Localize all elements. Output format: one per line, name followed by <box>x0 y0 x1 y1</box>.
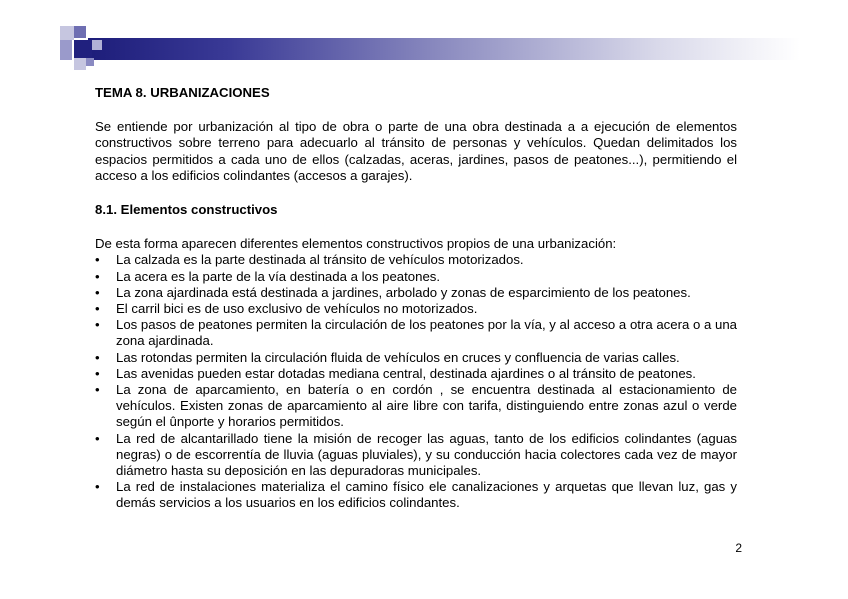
document-body <box>95 85 737 512</box>
list-item-text: La zona ajardinada está destinada a jardines, arbolado y zonas de esparcimiento de los peatones. <box>116 284 691 300</box>
list-item <box>95 382 737 431</box>
list-item <box>95 479 737 511</box>
bullet-marker: • <box>95 382 100 398</box>
section-heading: 8.1. Elementos constructivos <box>95 202 278 218</box>
logo-square <box>86 58 94 66</box>
page-title: TEMA 8. URBANIZACIONES <box>95 85 270 100</box>
bullet-list <box>95 252 737 511</box>
list-item-text: La zona de aparcamiento, en batería o en cordón , se encuentra destinada al estacionamiento de vehículos. Existen zonas de aparcamiento al aire libre con tarifa, distinguiendo entre zonas azul o verde según el ûnporte y horarios permitidos. <box>116 382 737 430</box>
bullet-marker: • <box>95 365 100 381</box>
list-item <box>95 269 737 285</box>
list-item <box>95 366 737 382</box>
page-number: 2 <box>735 541 742 555</box>
list-item <box>95 317 737 349</box>
list-item <box>95 285 737 301</box>
list-item-text: Las rotondas permiten la circulación fluida de vehículos en cruces y confluencia de varias calles. <box>116 349 680 365</box>
bullet-marker: • <box>95 479 100 495</box>
bullet-marker: • <box>95 284 100 300</box>
list-item-text: La red de instalaciones materializa el camino físico ele canalizaciones y arquetas que llevan luz, gas y demás servicios a los usuarios en los edificios colindantes. <box>116 479 737 511</box>
list-item <box>95 301 737 317</box>
bullet-marker: • <box>95 430 100 446</box>
list-item <box>95 252 737 268</box>
decorative-squares-logo <box>60 26 120 72</box>
list-item-text: La red de alcantarillado tiene la misión de recoger las aguas, tanto de los edificios colindantes (aguas negras) o de escorrentía de lluvia (aguas pluviales), y su conducción hacia colectores cada vez de mayor diámetro hasta su deposición en las depuradoras municipales. <box>116 430 737 479</box>
bullet-marker: • <box>95 252 100 268</box>
list-item-text: La calzada es la parte destinada al tránsito de vehículos motorizados. <box>116 252 524 268</box>
logo-square <box>74 40 92 58</box>
list-item-text: Las avenidas pueden estar dotadas mediana central, destinada ajardines o al tránsito de peatones. <box>116 365 696 381</box>
lead-sentence: De esta forma aparecen diferentes elementos constructivos propios de una urbanización: <box>95 236 617 252</box>
list-item-text: Los pasos de peatones permiten la circulación de los peatones por la vía, y al acceso a otra acera o a una zona ajardinada. <box>116 317 737 349</box>
bullet-marker: • <box>95 268 100 284</box>
logo-square <box>60 40 72 60</box>
logo-square <box>74 58 86 70</box>
bullet-marker: • <box>95 301 100 317</box>
intro-paragraph: Se entiende por urbanización al tipo de obra o parte de una obra destinada a a ejecución de elementos constructivos sobre terreno para adecuarlo al tránsito de personas y vehículos. Quedan delimitados los espacios permitidos a cada uno de ellos (calzadas, aceras, jardines, pasos de peatones...), permitiendo el acceso a los edificios colindantes (accesos a garajes). <box>95 119 737 183</box>
list-item-text: La acera es la parte de la vía destinada a los peatones. <box>116 268 441 284</box>
bullet-marker: • <box>95 317 100 333</box>
logo-square <box>74 26 86 38</box>
list-item <box>95 431 737 480</box>
logo-square <box>92 40 102 50</box>
list-item <box>95 350 737 366</box>
list-item-text: El carril bici es de uso exclusivo de vehículos no motorizados. <box>116 301 478 317</box>
header-gradient-band <box>88 38 800 60</box>
logo-square <box>60 26 74 40</box>
bullet-marker: • <box>95 349 100 365</box>
